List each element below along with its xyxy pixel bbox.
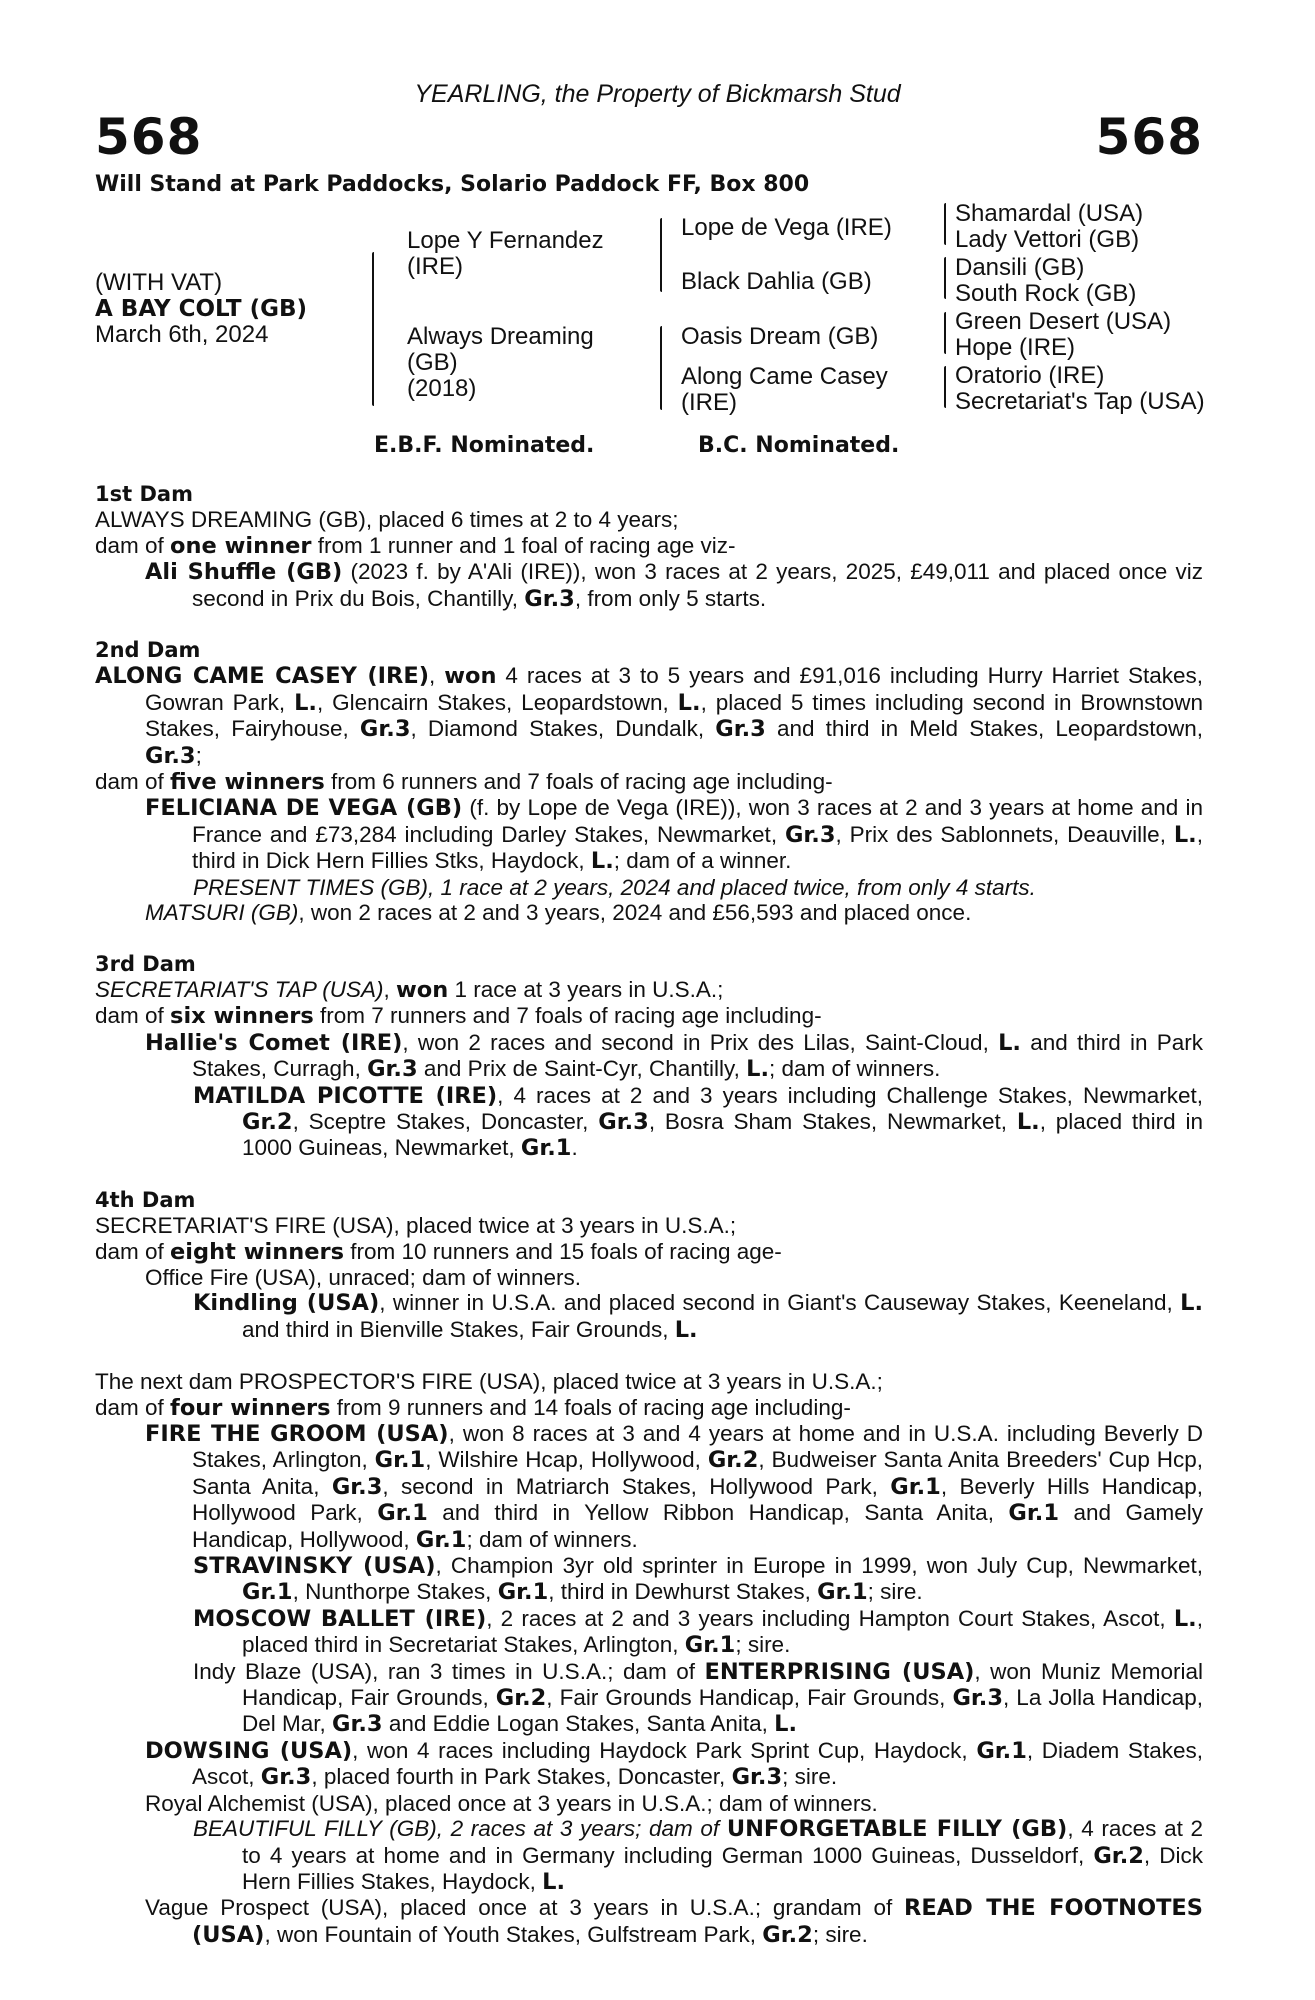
text-segment: , 4 races at 2 to 4 years at home and in Germany including German 1000 Guineas, Dusseldorf, (242, 1816, 1204, 1868)
text-segment: , placed fourth in Park Stakes, Doncaster, (311, 1764, 732, 1790)
text-segment: , Glencairn Stakes, Leopardstown, (316, 689, 678, 715)
text-segment: Gr.1 (684, 1632, 736, 1659)
text-segment: ; sire. (782, 1764, 838, 1790)
pedigree-brace-dam (660, 326, 662, 410)
text-segment: , won 4 races including Haydock Park Sprint Cup, Haydock, (352, 1737, 977, 1763)
text-segment: L. (677, 689, 701, 716)
text-segment: , Wilshire Hcap, Hollywood, (425, 1447, 708, 1473)
text-segment: ; sire. (867, 1579, 923, 1605)
text-segment: SECRETARIAT'S FIRE (USA), placed twice at 3 years in U.S.A.; (95, 1213, 737, 1239)
horse-name: A BAY COLT (GB) (95, 296, 308, 322)
text-segment: . (571, 1135, 578, 1161)
family-entry (95, 1895, 1203, 1948)
family-entry (95, 663, 1203, 769)
dam-dam-name: Along Came Casey (681, 363, 888, 390)
text-segment: dam of (95, 769, 171, 795)
text-segment: 4 races at 3 to 5 years and £91,016 including Hurry Harriet Stakes, Gowran Park, (145, 663, 1203, 715)
text-segment: L. (1016, 1108, 1040, 1135)
text-segment: L. (542, 1868, 565, 1895)
text-segment: STRAVINSKY (USA) (193, 1553, 436, 1580)
family-entry (95, 1659, 1203, 1738)
text-segment: Gr.1 (890, 1473, 941, 1500)
stand-info: Will Stand at Park Paddocks, Solario Paddock FF, Box 800 (95, 172, 810, 197)
text-segment: L. (746, 1056, 770, 1083)
dam (407, 324, 594, 402)
text-segment: , La Jolla Handicap, Del Mar, (242, 1685, 1204, 1737)
family-entry (95, 1738, 1203, 1791)
text-segment: four winners (170, 1394, 331, 1421)
text-segment: Gr.2 (762, 1921, 813, 1948)
family-entry (95, 1265, 1203, 1290)
gen3-ancestor: South Rock (GB) (955, 280, 1137, 307)
text-segment: , second in Matriarch Stakes, Hollywood Park, (382, 1473, 891, 1499)
sire-dam: Black Dahlia (GB) (681, 268, 872, 295)
text-segment: , Diamond Stakes, Dundalk, (410, 716, 716, 742)
text-segment: MATILDA PICOTTE (IRE) (193, 1082, 498, 1109)
family-entry (95, 875, 1203, 900)
dam-dam-country: (IRE) (681, 389, 737, 416)
family-entry (95, 1816, 1203, 1895)
text-segment: Gr.1 (415, 1526, 467, 1553)
family-entry (95, 1239, 1203, 1265)
gen3-ancestor: Secretariat's Tap (USA) (955, 388, 1205, 415)
pedigree-brace-g3-2 (944, 257, 946, 299)
text-segment: PRESENT TIMES (GB) (193, 874, 429, 900)
family-entry (95, 1606, 1203, 1659)
dam-country: (GB) (407, 349, 458, 376)
text-segment: L. (1173, 1605, 1197, 1632)
sire-sire: Lope de Vega (IRE) (681, 214, 892, 241)
family-entry (95, 1003, 1203, 1029)
pedigree-brace-g3-1 (944, 203, 946, 245)
text-segment: , won 2 races and second in Prix des Lilas, Saint-Cloud, (402, 1029, 999, 1055)
text-segment: READ THE FOOTNOTES (USA) (192, 1895, 1204, 1948)
sire (407, 228, 604, 280)
text-segment: , Dick Hern Fillies Stakes, Haydock, (242, 1842, 1204, 1894)
text-segment: Gr.2 (495, 1685, 547, 1712)
text-segment: , Nunthorpe Stakes, (292, 1579, 498, 1605)
text-segment: , Bosra Sham Stakes, Newmarket, (648, 1108, 1017, 1134)
text-segment: Gr.3 (715, 716, 766, 743)
horse-identity (95, 270, 307, 348)
text-segment: BEAUTIFUL FILLY (GB) (193, 1816, 437, 1842)
family-entry (95, 559, 1203, 612)
page-subtitle: YEARLING, the Property of Bickmarsh Stud (414, 80, 901, 108)
text-segment: and third in Bienville Stakes, Fair Grounds, (242, 1316, 675, 1342)
gen3-ancestor: Hope (IRE) (955, 334, 1076, 361)
text-segment: Gr.3 (952, 1685, 1004, 1712)
text-segment: ; sire. (735, 1632, 791, 1658)
dam-sire: Oasis Dream (GB) (681, 323, 879, 350)
text-segment: , Fair Grounds Handicap, Fair Grounds, (546, 1685, 953, 1711)
text-segment: MOSCOW BALLET (IRE) (193, 1605, 487, 1632)
text-segment: (2023 f. by A'Ali (IRE)), won 3 races at 2 years, 2025, £49,011 and placed once viz second in Prix du Bois, Chantilly, (192, 559, 1203, 611)
text-segment: from 10 runners and 15 foals of racing age- (344, 1238, 782, 1264)
text-segment: , won 8 races at 3 and 4 years at home and in U.S.A. including Beverly D Stakes, Arlington, (192, 1421, 1203, 1473)
text-segment: , Champion 3yr old sprinter in Europe in 1999, won July Cup, Newmarket, (435, 1553, 1203, 1579)
family-entry (95, 1553, 1203, 1606)
section-heading: 4th Dam (95, 1187, 196, 1212)
text-segment: 1 race at 3 years in U.S.A.; (448, 976, 724, 1002)
text-segment: , won 2 races at 2 and 3 years, 2024 and £56,593 and placed once. (298, 900, 972, 926)
text-segment: dam of (95, 1394, 171, 1420)
text-segment: Gr.2 (1093, 1842, 1144, 1869)
text-segment: , (383, 976, 397, 1002)
family-entry (95, 977, 1203, 1003)
text-segment: dam of (95, 532, 171, 558)
family-section (95, 638, 1203, 925)
sire-name: Lope Y Fernandez (407, 227, 604, 254)
family-entry (95, 1213, 1203, 1238)
text-segment: L. (998, 1029, 1021, 1056)
text-segment: ; dam of winners. (769, 1056, 941, 1082)
text-segment: Gr.3 (332, 1711, 383, 1738)
text-segment: Vague Prospect (USA), placed once at 3 years in U.S.A.; grandam of (145, 1895, 905, 1921)
text-segment: , 4 races at 2 and 3 years including Challenge Stakes, Newmarket, (497, 1082, 1203, 1108)
family-entry (95, 900, 1203, 925)
text-segment: Gr.1 (520, 1135, 572, 1162)
pedigree-brace-g3-3 (944, 312, 946, 354)
family-section (95, 952, 1203, 1162)
text-segment: (f. by Lope de Vega (IRE)), won 3 races at 2 and 3 years at home and in France and £73,284 including Darley Stakes, Newmarket, (192, 795, 1203, 847)
text-segment: ; sire. (812, 1921, 868, 1947)
text-segment: ; (195, 742, 202, 768)
text-segment: L. (294, 689, 317, 716)
text-segment: ENTERPRISING (USA) (704, 1658, 975, 1685)
family-entry (95, 795, 1203, 874)
family-entry (95, 1030, 1203, 1083)
text-segment: Ali Shuffle (GB) (145, 559, 343, 586)
text-segment: Gr.1 (497, 1579, 549, 1606)
text-segment: FIRE THE GROOM (USA) (145, 1421, 449, 1447)
text-segment: , Beverly Hills Handicap, Hollywood Park, (192, 1473, 1203, 1526)
family-entry (95, 769, 1203, 795)
dam-year: (2018) (407, 375, 477, 402)
gen3-ancestor: Green Desert (USA) (955, 308, 1172, 335)
text-segment: , placed 5 times including second in Brownstown Stakes, Fairyhouse, (145, 689, 1203, 742)
text-segment: The next dam PROSPECTOR'S FIRE (USA), placed twice at 3 years in U.S.A.; (95, 1369, 883, 1395)
text-segment: won (396, 976, 449, 1003)
pedigree-brace-g3-4 (944, 366, 946, 408)
foaling-date: March 6th, 2024 (95, 321, 269, 348)
text-segment: L. (590, 848, 614, 875)
text-segment: , 1 race at 2 years, 2024 and placed twice, from only 4 starts. (428, 874, 1036, 900)
text-segment: , (429, 663, 445, 689)
text-segment: ; dam of a winner. (613, 848, 792, 874)
text-segment: Gr.3 (260, 1764, 312, 1791)
text-segment: Royal Alchemist (USA), placed once at 3 years in U.S.A.; dam of winners. (145, 1790, 878, 1816)
pedigree-brace-main (372, 252, 374, 406)
text-segment: , Sceptre Stakes, Doncaster, (292, 1108, 599, 1134)
text-segment: eight winners (170, 1238, 345, 1265)
text-segment: L. (774, 1711, 798, 1738)
family-entry (95, 533, 1203, 559)
text-segment: Gr.1 (817, 1579, 868, 1606)
text-segment: and third in Park Stakes, Curragh, (192, 1029, 1203, 1082)
family-entry (95, 1791, 1203, 1816)
text-segment: UNFORGETABLE FILLY (GB) (726, 1816, 1068, 1843)
text-segment: Gr.3 (598, 1108, 649, 1135)
text-segment: and third in Yellow Ribbon Handicap, Santa Anita, (427, 1500, 1009, 1526)
lot-number-left: 568 (95, 108, 203, 166)
text-segment: , Diadem Stakes, Ascot, (192, 1737, 1203, 1790)
bc-nominated: B.C. Nominated. (698, 433, 900, 458)
text-segment: Gr.3 (524, 585, 575, 612)
text-segment: , Budweiser Santa Anita Breeders' Cup Hcp, Santa Anita, (192, 1447, 1203, 1499)
text-segment: , Prix des Sablonnets, Deauville, (835, 821, 1174, 847)
text-segment: Gr.3 (331, 1473, 383, 1500)
text-segment: L. (1173, 821, 1197, 848)
text-segment: MATSURI (GB) (145, 900, 299, 926)
text-segment: and Prix de Saint-Cyr, Chantilly, (417, 1056, 747, 1082)
family-details (95, 482, 1203, 1974)
text-segment: ALWAYS DREAMING (GB), placed 6 times at 2 to 4 years; (95, 507, 679, 533)
text-segment: from 6 runners and 7 foals of racing age including- (324, 769, 833, 795)
text-segment: , from only 5 starts. (574, 585, 767, 611)
text-segment: , winner in U.S.A. and placed second in Giant's Causeway Stakes, Keeneland, (379, 1290, 1181, 1316)
family-entry (95, 507, 1203, 532)
dam-dam (681, 364, 888, 416)
text-segment: SECRETARIAT'S TAP (USA) (95, 976, 384, 1002)
text-segment: and third in Meld Stakes, Leopardstown, (765, 716, 1204, 742)
lot-number-right: 568 (1095, 108, 1203, 166)
ebf-nominated: E.B.F. Nominated. (374, 433, 595, 458)
text-segment: Gr.1 (374, 1447, 426, 1474)
text-segment: Gr.1 (1008, 1500, 1059, 1527)
pedigree-brace-sire (660, 218, 662, 292)
text-segment: Gr.1 (242, 1579, 293, 1606)
text-segment: won (444, 663, 497, 690)
text-segment: one winner (170, 532, 312, 559)
text-segment: dam of (95, 1238, 171, 1264)
gen3-ancestor: Dansili (GB) (955, 254, 1085, 281)
text-segment: , 2 races at 3 years; dam of (436, 1816, 727, 1842)
text-segment: , won Fountain of Youth Stakes, Gulfstream Park, (264, 1921, 763, 1947)
vat-label: (WITH VAT) (95, 269, 223, 296)
text-segment: , third in Dick Hern Fillies Stks, Haydock, (192, 821, 1203, 874)
text-segment: DOWSING (USA) (145, 1737, 353, 1764)
family-entry (95, 1083, 1203, 1162)
text-segment: dam of (95, 1003, 171, 1029)
text-segment: Hallie's Comet (IRE) (145, 1029, 403, 1056)
text-segment: , 2 races at 2 and 3 years including Hampton Court Stakes, Ascot, (486, 1605, 1174, 1631)
text-segment: Gr.3 (359, 716, 411, 743)
text-segment: Gr.3 (784, 821, 836, 848)
section-heading: 2nd Dam (95, 638, 201, 663)
text-segment: from 9 runners and 14 foals of racing age including- (330, 1394, 851, 1420)
family-section (95, 1188, 1203, 1343)
text-segment: six winners (170, 1003, 314, 1030)
text-segment: Gr.2 (242, 1108, 293, 1135)
text-segment: Gr.1 (377, 1500, 428, 1527)
text-segment: L. (674, 1316, 698, 1343)
text-segment: Gr.2 (707, 1447, 759, 1474)
sire-country: (IRE) (407, 253, 463, 280)
text-segment: , placed third in 1000 Guineas, Newmarket, (242, 1108, 1204, 1161)
text-segment: Office Fire (USA), unraced; dam of winners. (145, 1264, 581, 1290)
family-section (95, 482, 1203, 612)
text-segment: , won Muniz Memorial Handicap, Fair Grounds, (242, 1658, 1203, 1711)
gen3-ancestors (955, 201, 1205, 415)
family-entry (95, 1395, 1203, 1421)
gen3-ancestor: Lady Vettori (GB) (955, 226, 1140, 253)
text-segment: ALONG CAME CASEY (IRE) (95, 663, 430, 690)
text-segment: , placed third in Secretariat Stakes, Arlington, (242, 1605, 1203, 1658)
text-segment: Kindling (USA) (193, 1290, 380, 1317)
family-section (95, 1369, 1203, 1948)
text-segment: Gr.3 (367, 1056, 418, 1083)
family-entry (95, 1421, 1203, 1553)
text-segment: , third in Dewhurst Stakes, (548, 1579, 818, 1605)
text-segment: Indy Blaze (USA), ran 3 times in U.S.A.; dam of (193, 1658, 705, 1684)
dam-name: Always Dreaming (407, 323, 594, 350)
section-heading: 1st Dam (95, 482, 193, 506)
text-segment: Gr.1 (976, 1737, 1027, 1764)
text-segment: FELICIANA DE VEGA (GB) (145, 795, 463, 822)
text-segment: and Gamely Handicap, Hollywood, (192, 1500, 1203, 1552)
text-segment: and Eddie Logan Stakes, Santa Anita, (382, 1711, 775, 1737)
text-segment: from 1 runner and 1 foal of racing age viz- (311, 532, 736, 558)
text-segment: five winners (170, 769, 325, 796)
text-segment: Gr.3 (731, 1764, 783, 1791)
gen3-ancestor: Shamardal (USA) (955, 200, 1144, 227)
section-heading: 3rd Dam (95, 951, 196, 976)
text-segment: ; dam of winners. (466, 1526, 638, 1552)
family-entry (95, 1369, 1203, 1394)
text-segment: Gr.3 (145, 742, 196, 769)
family-entry (95, 1290, 1203, 1343)
text-segment: from 7 runners and 7 foals of racing age including- (313, 1003, 822, 1029)
gen3-ancestor: Oratorio (IRE) (955, 362, 1105, 389)
text-segment: L. (1180, 1290, 1204, 1317)
